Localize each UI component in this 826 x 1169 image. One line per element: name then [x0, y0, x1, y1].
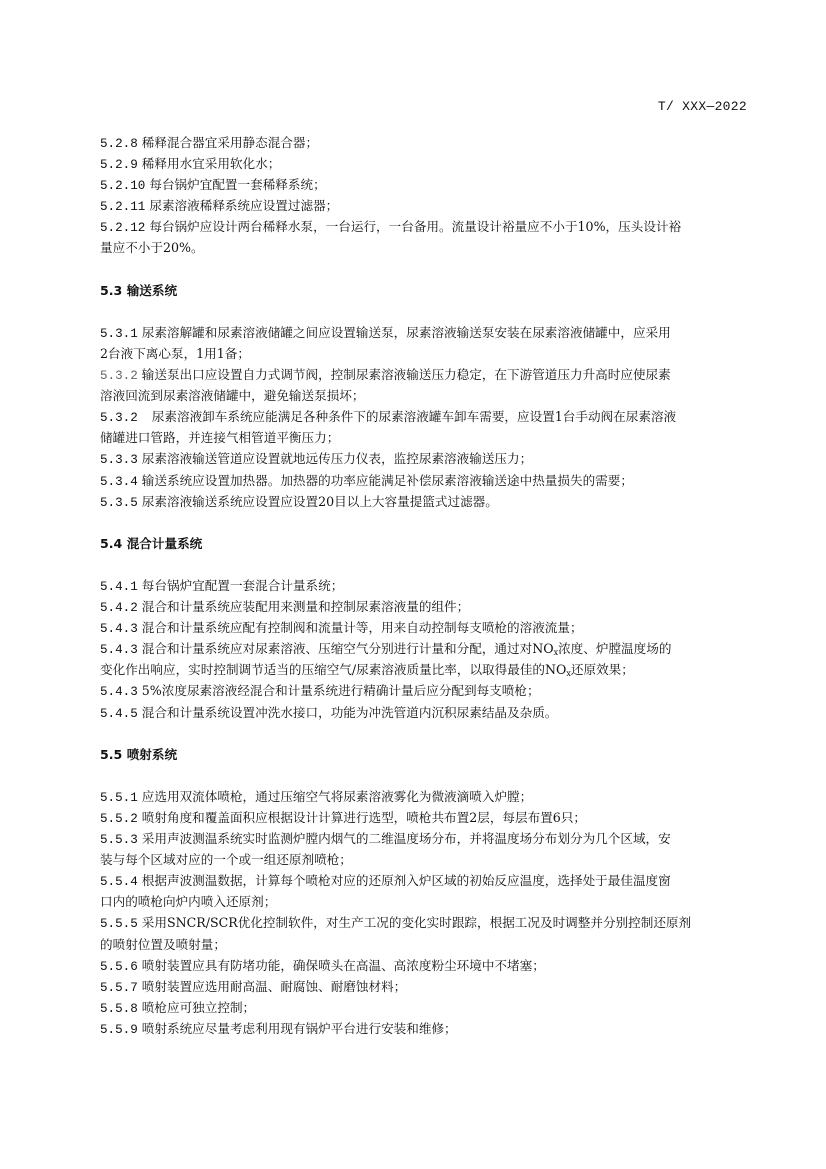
clause-5-4-3-b-cont: 变化作出响应，实时控制调节适当的压缩空气/尿素溶液质量比率，以取得最佳的$NO_x$还原效果；: [100, 662, 634, 679]
section-title-5-4: 5.4 混合计量系统: [100, 535, 203, 551]
clause-5-5-8: 5.5.8 喷枪应可独立控制；: [100, 999, 256, 1016]
clause-5-5-2: 5.5.2 喷射角度和覆盖面积应根据设计计算进行选型，喷枪共布置2层，每层布置6只；: [100, 810, 587, 826]
clause-5-3-4: 5.3.4 输送系统应设置加热器。加热器的功率应能满足补偿尿素溶液输送途中热量损失的需要；: [100, 472, 633, 489]
clause-5-3-5: 5.3.5 尿素溶液输送系统应设置应设置20目以上大容量提篮式过滤器。: [100, 493, 498, 510]
clause-5-5-5-cont: 的喷射位置及喷射量；: [100, 936, 226, 952]
clause-5-5-6: 5.5.6 喷射装置应具有防堵功能，确保喷头在高温、高浓度粉尘环境中不堵塞；: [100, 957, 545, 974]
clause-5-2-8: 5.2.8 稀释混合器宜采用静态混合器；: [100, 135, 319, 151]
clause-5-3-2-b-cont: 储罐进口管路，并连接气相管道平衡压力；: [100, 430, 340, 446]
clause-5-5-1: 5.5.1 应选用双流体喷枪，通过压缩空气将尿素溶液雾化为微液滴喷入炉膛；: [100, 788, 533, 805]
clause-5-4-3-a: 5.4.3 混合和计量系统应配有控制阀和流量计等，用来自动控制每支喷枪的溶液流量；: [100, 620, 583, 637]
clause-5-4-2: 5.4.2 混合和计量系统应装配用来测量和控制尿素溶液量的组件；: [100, 599, 470, 616]
clause-5-5-7: 5.5.7 喷射装置应选用耐高温、耐腐蚀、耐磨蚀材料；: [100, 978, 407, 995]
clause-5-2-12: 5.2.12 每台锅炉应设计两台稀释水泵，一台运行，一台备用。流量设计裕量应不小于10%，压头设计裕: [100, 219, 682, 236]
clause-5-3-1: 5.3.1 尿素溶解罐和尿素溶液储罐之间应设置输送泵，尿素溶液输送泵安装在尿素溶液储罐中，应采用: [100, 324, 671, 341]
clause-5-3-2-b: 5.3.2 尿素溶液卸车系统应能满足各种条件下的尿素溶液罐车卸车需要，应设置1台手动阀在尿素溶液: [100, 409, 677, 426]
clause-5-5-5: 5.5.5 采用SNCR/SCR优化控制软件，对生产工况的变化实时跟踪，根据工况及时调整并分别控制还原剂: [100, 915, 692, 932]
clause-5-5-4: 5.5.4 根据声波测温数据，计算每个喷枪对应的还原剂入炉区域的初始反应温度，选择处于最佳温度窗: [100, 873, 671, 890]
clause-5-2-12-cont: 量应不小于20%。: [100, 240, 204, 256]
clause-5-4-5: 5.4.5 混合和计量系统设置冲洗水接口，功能为冲洗管道内沉积尿素结晶及杂质。: [100, 704, 558, 721]
clause-5-2-9: 5.2.9 稀释用水宜采用软化水；: [100, 156, 281, 173]
document-code: T/ XXX—2022: [657, 99, 747, 114]
clause-5-5-3-cont: 装与每个区域对应的一个或一组还原剂喷枪；: [100, 852, 352, 868]
document-body: [100, 132, 748, 1039]
clause-5-3-2-a-cont: 溶液回流到尿素溶液储罐中，避免输送泵损坏；: [100, 388, 365, 404]
clause-5-3-1-cont: 2台液下离心泵，1用1备；: [100, 345, 250, 361]
clause-5-4-3-b: 5.4.3 混合和计量系统应对尿素溶液、压缩空气分别进行计量和分配，通过对$NO_x$浓度、炉膛温度场的: [100, 641, 672, 658]
clause-5-4-3-c: 5.4.3 5%浓度尿素溶液经混合和计量系统进行精确计量后应分配到每支喷枪；: [100, 683, 540, 700]
clause-5-5-9: 5.5.9 喷射系统应尽量考虑利用现有锅炉平台进行安装和维修；: [100, 1020, 457, 1037]
clause-5-4-1: 5.4.1 每台锅炉宜配置一套混合计量系统；: [100, 577, 344, 594]
clause-5-3-3: 5.3.3 尿素溶液输送管道应设置就地远传压力仪表，监控尿素溶液输送压力；: [100, 451, 533, 468]
clause-5-2-10: 5.2.10 每台锅炉宜配置一套稀释系统；: [100, 177, 326, 194]
clause-5-5-3: 5.5.3 采用声波测温系统实时监测炉膛内烟气的二维温度场分布，并将温度场分布划分为几个区域，安: [100, 831, 671, 848]
section-title-5-5: 5.5 喷射系统: [100, 746, 178, 762]
section-title-5-3: 5.3 输送系统: [100, 282, 178, 298]
clause-5-5-4-cont: 口内的喷枪向炉内喷入还原剂；: [100, 894, 277, 910]
clause-5-3-2-a: 5.3.2 输送泵出口应设置自力式调节阀，控制尿素溶液输送压力稳定，在下游管道压力升高时应使尿素: [100, 367, 671, 384]
clause-5-2-11: 5.2.11 尿素溶液稀释系统应设置过滤器；: [100, 198, 339, 215]
